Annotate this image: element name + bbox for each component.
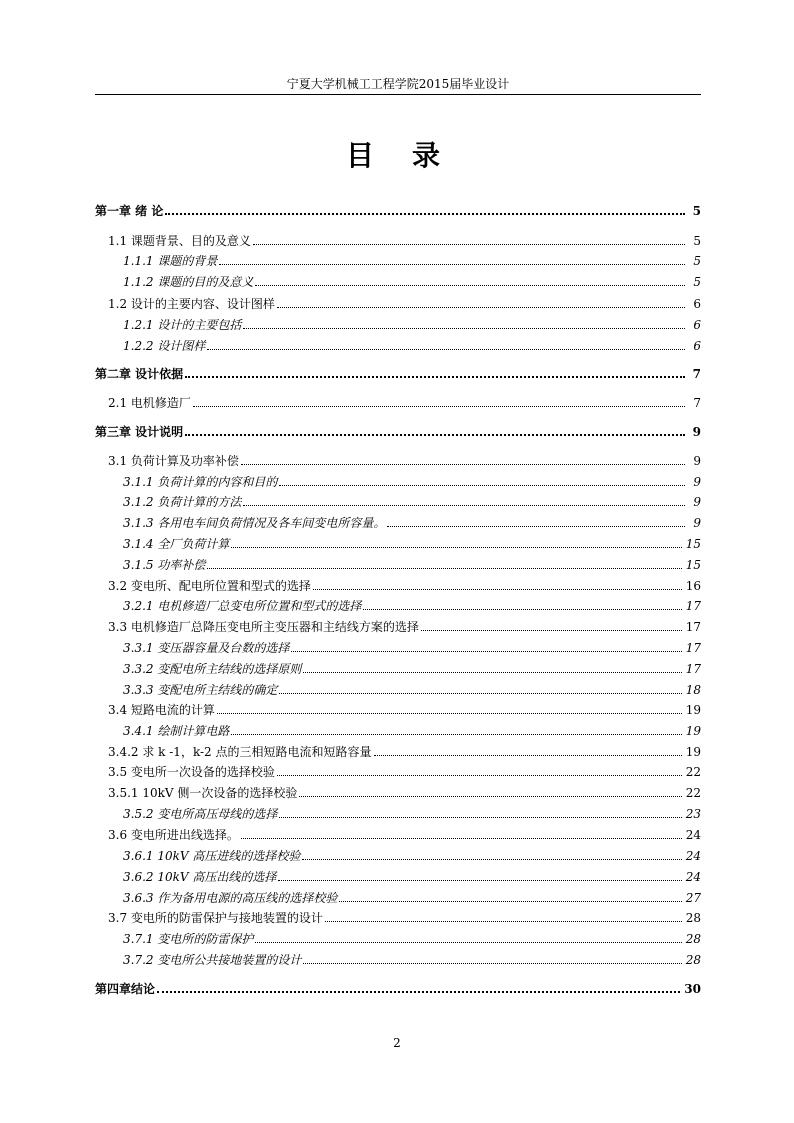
toc-leader-dots — [219, 264, 685, 265]
toc-leader-dots — [241, 464, 685, 465]
page-title-left: 目 — [345, 139, 382, 172]
toc-leader-dots — [165, 213, 685, 215]
toc-entry[interactable] — [95, 979, 701, 997]
toc-entry-page: 19 — [685, 724, 701, 738]
toc-entry-page: 24 — [685, 849, 701, 863]
toc-entry-title: 3.1.4 全厂负荷计算 — [123, 537, 230, 551]
toc-entry-title: 3.3.2 变配电所主结线的选择原则 — [123, 662, 302, 676]
toc-leader-dots — [253, 244, 685, 245]
toc-entry[interactable] — [95, 762, 701, 780]
toc-leader-dots — [255, 942, 681, 943]
toc-leader-dots — [217, 713, 682, 714]
toc-entry-page: 9 — [693, 454, 701, 468]
toc-leader-dots — [277, 775, 682, 776]
toc-entry-title: 第四章结论 — [95, 982, 156, 996]
toc-leader-dots — [241, 838, 682, 839]
toc-entry-page: 5 — [693, 234, 701, 248]
toc-entry[interactable] — [95, 783, 701, 801]
toc-leader-dots — [374, 755, 682, 756]
toc-entry-title: 1.1.2 课题的目的及意义 — [123, 275, 254, 289]
toc-entry-title: 3.1.1 负荷计算的内容和目的 — [123, 475, 278, 489]
toc-entry[interactable] — [95, 576, 701, 594]
toc-entry-page: 7 — [692, 367, 701, 381]
toc-entry-title: 第一章 绪 论 — [95, 204, 164, 218]
toc-entry-title: 3.6.2 10kV 高压出线的选择 — [123, 870, 277, 884]
toc-entry-title: 3.1.3 各用电车间负荷情况及各车间变电所容量。 — [123, 516, 386, 530]
toc-entry[interactable] — [95, 272, 701, 290]
toc-leader-dots — [193, 406, 685, 407]
toc-entry-page: 22 — [685, 786, 701, 800]
toc-entry[interactable] — [95, 888, 701, 906]
toc-entry[interactable] — [95, 825, 701, 843]
toc-entry[interactable] — [95, 659, 701, 677]
toc-leader-dots — [279, 485, 685, 486]
toc-entry[interactable] — [95, 804, 701, 822]
toc-leader-dots — [157, 991, 680, 993]
toc-entry[interactable] — [95, 315, 701, 333]
toc-entry[interactable] — [95, 201, 701, 219]
toc-entry-page: 30 — [684, 982, 701, 996]
toc-entry-title: 2.1 电机修造厂 — [108, 396, 191, 410]
toc-entry[interactable] — [95, 950, 701, 968]
toc-entry[interactable] — [95, 680, 701, 698]
toc-leader-dots — [185, 376, 685, 378]
toc-entry[interactable] — [95, 929, 701, 947]
toc-entry[interactable] — [95, 451, 701, 469]
toc-entry-title: 1.1.1 课题的背景 — [123, 254, 218, 268]
toc-leader-dots — [279, 817, 681, 818]
toc-leader-dots — [277, 307, 685, 308]
toc-entry-title: 3.6.1 10kV 高压进线的选择校验 — [123, 849, 301, 863]
page-number: 2 — [393, 1036, 401, 1050]
toc-leader-dots — [299, 796, 681, 797]
toc-entry-page: 9 — [693, 516, 701, 530]
toc-leader-dots — [325, 921, 682, 922]
toc-entry-page: 7 — [693, 396, 701, 410]
toc-entry-page: 17 — [685, 641, 701, 655]
toc-entry-page: 24 — [685, 828, 701, 842]
toc-entry-title: 3.6.3 作为备用电源的高压线的选择校验 — [123, 891, 338, 905]
toc-entry-page: 27 — [685, 891, 701, 905]
toc-leader-dots — [339, 901, 681, 902]
toc-leader-dots — [421, 630, 682, 631]
toc-leader-dots — [278, 880, 681, 881]
toc-entry[interactable] — [95, 742, 701, 760]
toc-entry-title: 3.1.5 功率补偿 — [123, 558, 206, 572]
toc-entry-title: 3.4.2 求 k -1，k-2 点的三相短路电流和短路容量 — [108, 745, 372, 759]
toc-leader-dots — [303, 963, 681, 964]
toc-leader-dots — [243, 328, 685, 329]
toc-entry-title: 3.7.2 变电所公共接地装置的设计 — [123, 953, 302, 967]
toc-entry-title: 3.2.1 电机修造厂总变电所位置和型式的选择 — [123, 599, 362, 613]
toc-entry-title: 3.3 电机修造厂总降压变电所主变压器和主结线方案的选择 — [108, 620, 419, 634]
toc-entry-title: 第二章 设计依据 — [95, 367, 184, 381]
toc-entry-page: 28 — [685, 932, 701, 946]
toc-entry-title: 3.1.2 负荷计算的方法 — [123, 495, 242, 509]
toc-entry[interactable] — [95, 513, 701, 531]
toc-entry-title: 3.1 负荷计算及功率补偿 — [108, 454, 239, 468]
toc-entry-title: 3.2 变电所、配电所位置和型式的选择 — [108, 579, 311, 593]
toc-entry-title: 3.4.1 绘制计算电路 — [123, 724, 230, 738]
toc-entry[interactable] — [95, 534, 701, 552]
toc-entry-title: 3.7 变电所的防雷保护与接地装置的设计 — [108, 911, 323, 925]
toc-entry-page: 5 — [692, 204, 701, 218]
toc-entry-title: 3.5.2 变电所高压母线的选择 — [123, 807, 278, 821]
toc-entry[interactable] — [95, 617, 701, 635]
toc-entry-page: 17 — [685, 599, 701, 613]
toc-entry-title: 3.5 变电所一次设备的选择校验 — [108, 765, 275, 779]
toc-entry[interactable] — [95, 867, 701, 885]
toc-entry-page: 19 — [685, 745, 701, 759]
toc-entry-title: 3.6 变电所进出线选择。 — [108, 828, 239, 842]
toc-leader-dots — [387, 526, 685, 527]
toc-entry-page: 24 — [685, 870, 701, 884]
toc-entry-title: 3.3.3 变配电所主结线的确定 — [123, 683, 278, 697]
toc-entry-title: 3.7.1 变电所的防雷保护 — [123, 932, 254, 946]
toc-entry-page: 17 — [685, 620, 701, 634]
toc-leader-dots — [279, 693, 681, 694]
toc-entry-page: 15 — [685, 537, 701, 551]
toc-entry[interactable] — [95, 908, 701, 926]
toc-leader-dots — [231, 547, 681, 548]
toc-leader-dots — [231, 734, 681, 735]
toc-entry-page: 19 — [685, 703, 701, 717]
toc-entry-page: 5 — [693, 275, 701, 289]
toc-entry-page: 6 — [693, 339, 701, 353]
toc-entry-page: 22 — [685, 765, 701, 779]
toc-entry-title: 3.4 短路电流的计算 — [108, 703, 215, 717]
toc-entry[interactable] — [95, 846, 701, 864]
toc-leader-dots — [243, 505, 685, 506]
toc-entry[interactable] — [95, 596, 701, 614]
toc-leader-dots — [207, 568, 681, 569]
running-header: 宁夏大学机械工工程学院2015届毕业设计 — [286, 77, 510, 91]
toc-entry[interactable] — [95, 294, 701, 312]
toc-entry[interactable] — [95, 721, 701, 739]
toc-entry-title: 1.2 设计的主要内容、设计图样 — [108, 297, 275, 311]
toc-entry[interactable] — [95, 251, 701, 269]
toc-leader-dots — [363, 609, 681, 610]
toc-entry[interactable] — [95, 422, 701, 440]
toc-entry-page: 17 — [685, 662, 701, 676]
toc-entry-page: 9 — [693, 495, 701, 509]
toc-entry-page: 23 — [685, 807, 701, 821]
toc-entry-title: 1.1 课题背景、目的及意义 — [108, 234, 251, 248]
page-title — [0, 136, 794, 176]
toc-entry-page: 15 — [685, 558, 701, 572]
toc-entry-page: 5 — [693, 254, 701, 268]
header-divider — [95, 94, 701, 95]
toc-entry-page: 6 — [693, 318, 701, 332]
toc-entry[interactable] — [95, 700, 701, 718]
toc-leader-dots — [291, 651, 681, 652]
toc-entry-page: 28 — [685, 953, 701, 967]
toc-leader-dots — [313, 589, 682, 590]
toc-entry-title: 3.3.1 变压器容量及台数的选择 — [123, 641, 290, 655]
toc-entry-title: 第三章 设计说明 — [95, 425, 184, 439]
toc-entry-page: 9 — [692, 425, 701, 439]
toc-entry[interactable] — [95, 336, 701, 354]
toc-entry-page: 18 — [685, 683, 701, 697]
toc-leader-dots — [185, 434, 685, 436]
toc-entry[interactable] — [95, 492, 701, 510]
toc-entry-page: 16 — [685, 579, 701, 593]
toc-entry-page: 9 — [693, 475, 701, 489]
toc-entry[interactable] — [95, 472, 701, 490]
toc-entry-page: 6 — [693, 297, 701, 311]
toc-entry-page: 28 — [685, 911, 701, 925]
toc-entry[interactable] — [95, 393, 701, 411]
toc-entry[interactable] — [95, 555, 701, 573]
toc-leader-dots — [302, 859, 681, 860]
toc-leader-dots — [303, 672, 681, 673]
toc-leader-dots — [207, 349, 685, 350]
toc-leader-dots — [255, 285, 685, 286]
page-title-right: 录 — [412, 139, 449, 172]
toc-entry[interactable] — [95, 231, 701, 249]
toc-entry-title: 1.2.2 设计图样 — [123, 339, 206, 353]
toc-entry-title: 3.5.1 10kV 侧一次设备的选择校验 — [108, 786, 298, 800]
toc-entry[interactable] — [95, 638, 701, 656]
toc-entry[interactable] — [95, 364, 701, 382]
toc-entry-title: 1.2.1 设计的主要包括 — [123, 318, 242, 332]
